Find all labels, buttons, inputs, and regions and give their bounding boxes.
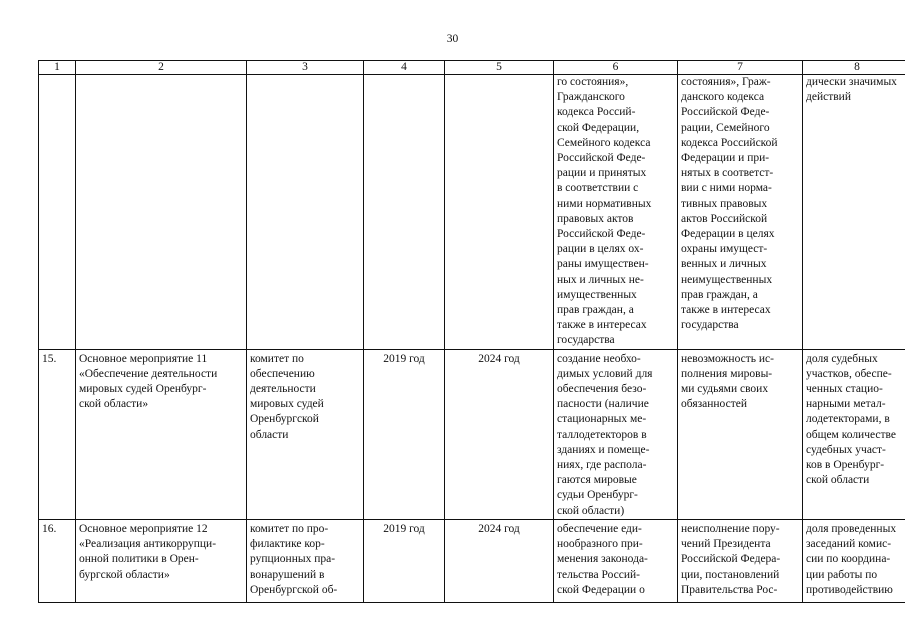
row-number: 16. (39, 519, 76, 602)
end-year: 2024 год (445, 349, 554, 519)
expected-result: создание необхо- димых условий для обеспечения безо- пасности (наличие стационарных ме- таллодетекторов в зданиях и помеще- ниях, где распола- гаются мировые судьи Оренбург- ской области) (554, 349, 678, 519)
executor (247, 75, 364, 350)
executor: комитет по обеспечению деятельности мировых судей Оренбургской области (247, 349, 364, 519)
expected-result: обеспечение еди- нообразного при- менения законода- тельства Россий- ской Федерации о (554, 519, 678, 602)
start-year: 2019 год (364, 519, 445, 602)
linked-indicator: доля проведенных заседаний комис- сии по координа- ции работы по противодействию (803, 519, 905, 602)
measure-name (76, 75, 247, 350)
column-header: 6 (554, 61, 678, 75)
column-header: 4 (364, 61, 445, 75)
non-implementation-consequences: неисполнение пору- чений Президента Российской Федера- ции, постановлений Правительства Рос- (678, 519, 803, 602)
table-row (39, 75, 905, 350)
measure-name: Основное мероприятие 12 «Реализация антикоррупци- онной политики в Орен- бургской области» (76, 519, 247, 602)
expected-result: го состояния», Гражданского кодекса Россий- ской Федерации, Семейного кодекса Российской Феде- рации и принятых в соответствии с ними нормативных правовых актов Российской Феде- рации в целях ох- раны имуществен- ных и личных не- имущественных прав граждан, а также в интересах государства (554, 75, 678, 350)
column-header: 1 (39, 61, 76, 75)
column-header: 3 (247, 61, 364, 75)
linked-indicator: доля судебных участков, обеспе- ченных стацио- нарными метал- лодетекторами, в общем количестве судебных участ- ков в Оренбург- ской области (803, 349, 905, 519)
end-year: 2024 год (445, 519, 554, 602)
row-number: 15. (39, 349, 76, 519)
linked-indicator: дически значимых действий (803, 75, 905, 350)
start-year (364, 75, 445, 350)
column-header: 8 (803, 61, 905, 75)
measures-table (38, 60, 905, 603)
table-row (39, 349, 905, 519)
row-number (39, 75, 76, 350)
column-header: 7 (678, 61, 803, 75)
non-implementation-consequences: невозможность ис- полнения мировы- ми судьями своих обязанностей (678, 349, 803, 519)
column-header: 5 (445, 61, 554, 75)
measure-name: Основное мероприятие 11 «Обеспечение деятельности мировых судей Оренбург- ской области» (76, 349, 247, 519)
column-number-row (39, 61, 905, 75)
table-row (39, 519, 905, 602)
column-header: 2 (76, 61, 247, 75)
end-year (445, 75, 554, 350)
non-implementation-consequences: состояния», Граж- данского кодекса Российской Феде- рации, Семейного кодекса Российской Федерации и при- нятых в соответст- вии с ними норма- тивных правовых актов Российской Федерации в целях охраны имущест- венных и личных неимущественных прав граждан, а также в интересах государства (678, 75, 803, 350)
start-year: 2019 год (364, 349, 445, 519)
page-number: 30 (446, 33, 459, 45)
executor: комитет по про- филактике кор- рупционных пра- вонарушений в Оренбургской об- (247, 519, 364, 602)
